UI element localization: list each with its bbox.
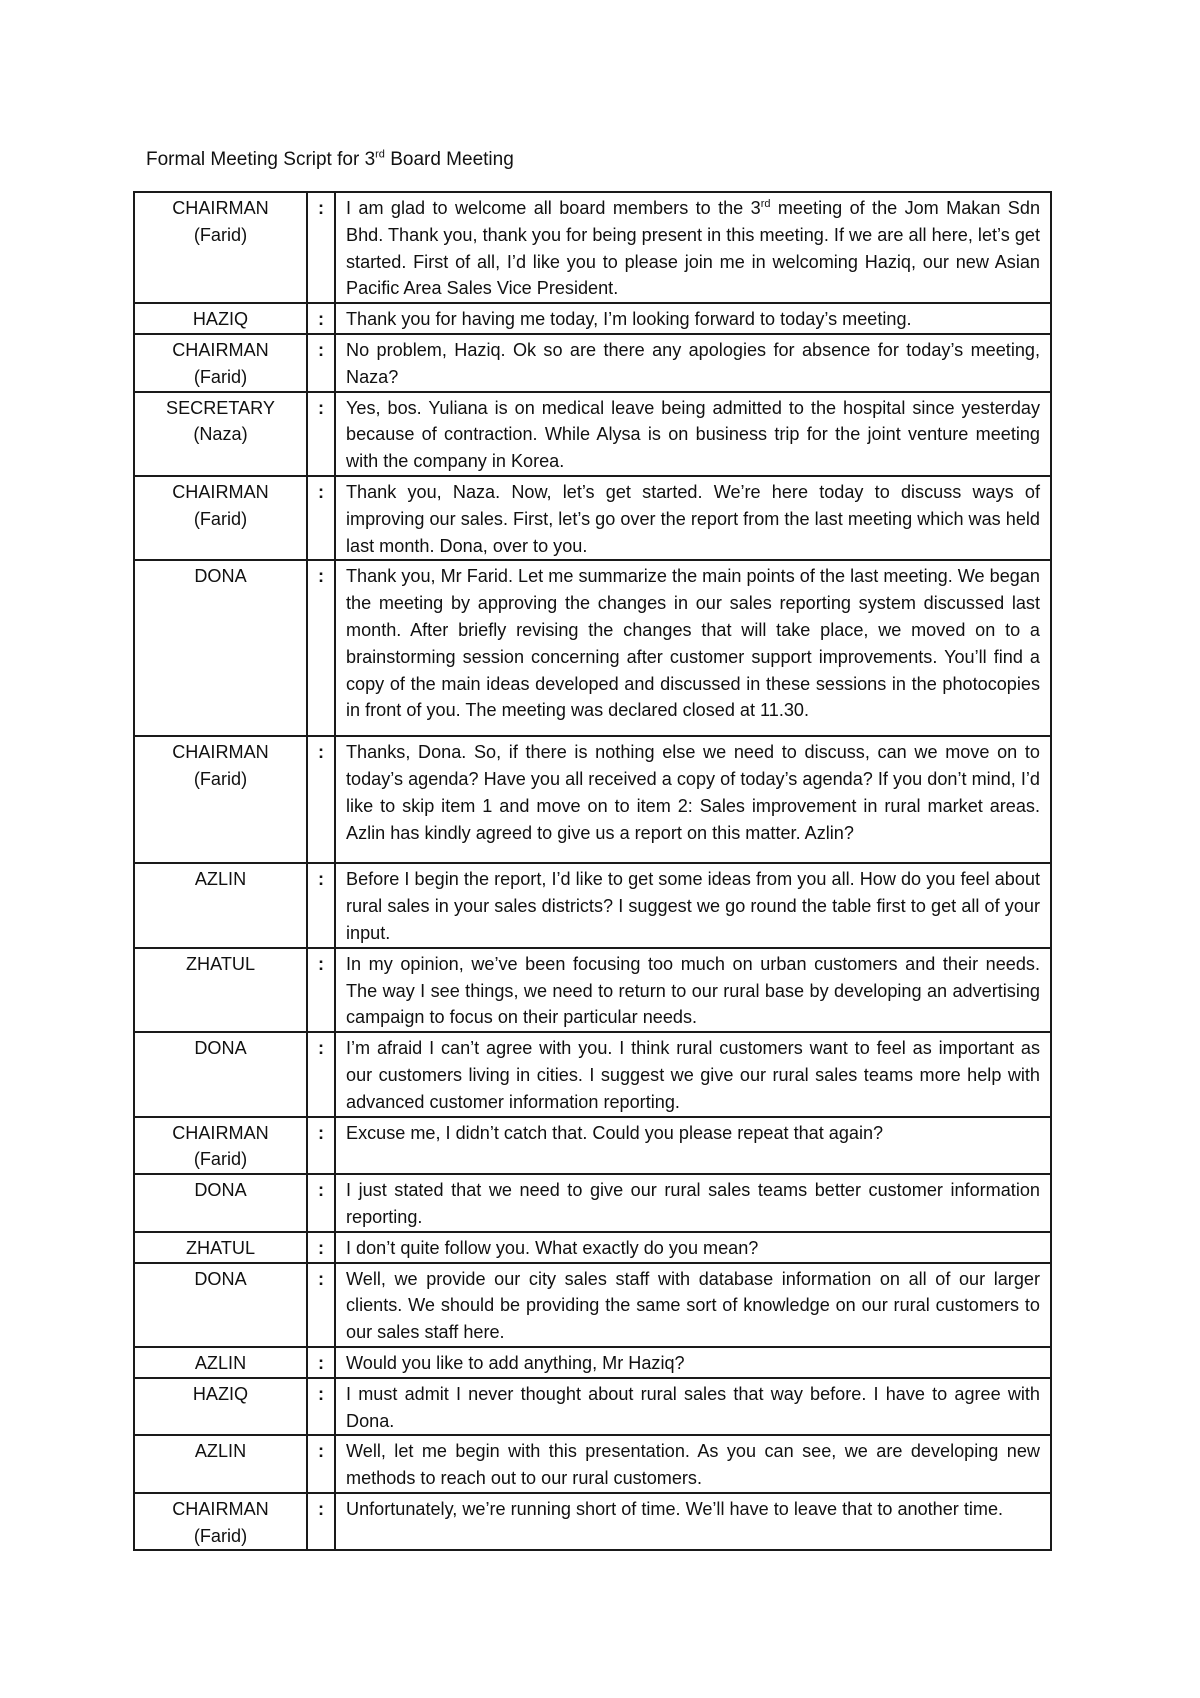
speech-cell: Thank you, Naza. Now, let’s get started. We’re here today to discuss ways of improving our sales. First, let’s go over the report from the last meeting which was held last month. Dona, over to you. xyxy=(335,476,1051,560)
table-row xyxy=(134,1032,1051,1116)
speech-cell xyxy=(335,192,1051,303)
speaker-cell xyxy=(134,948,307,1032)
speaker-cell xyxy=(134,1032,307,1116)
speech-cell: Before I begin the report, I’d like to get some ideas from you all. How do you feel about rural sales in your sales districts? I suggest we go round the table first to get all of your input. xyxy=(335,863,1051,947)
separator-colon: : xyxy=(307,1174,335,1232)
speaker-person: (Farid) xyxy=(193,508,248,529)
speech-cell: Would you like to add anything, Mr Haziq? xyxy=(335,1347,1051,1378)
separator-colon: : xyxy=(307,1117,335,1175)
table-row xyxy=(134,303,1051,334)
speech-cell: Thank you for having me today, I’m looking forward to today’s meeting. xyxy=(335,303,1051,334)
speech-cell: Thank you, Mr Farid. Let me summarize the main points of the last meeting. We began the meeting by approving the changes in our sales reporting system discussed last month. After briefly revising the changes that will take place, we moved on to a brainstorming session concerning after customer support improvements. You’ll find a copy of the main ideas developed and discussed in these sessions in the photocopies in front of you. The meeting was declared closed at 11.30. xyxy=(335,560,1051,736)
speech-cell: Thanks, Dona. So, if there is nothing else we need to discuss, can we move on to today’s agenda? Have you all received a copy of today’s agenda? If you don’t mind, I’d like to skip item 1 and move on to item 2: Sales improvement in rural market areas. Azlin has kindly agreed to give us a report on this matter. Azlin? xyxy=(335,736,1051,863)
table-row xyxy=(134,1232,1051,1263)
speaker-cell xyxy=(134,1174,307,1232)
separator-colon: : xyxy=(307,1263,335,1347)
speaker-name: AZLIN xyxy=(194,1441,247,1462)
separator-colon: : xyxy=(307,736,335,863)
table-row xyxy=(134,1174,1051,1232)
speaker-person: (Farid) xyxy=(193,224,248,245)
document-title xyxy=(146,148,514,172)
speaker-name: DONA xyxy=(194,1268,247,1289)
separator-colon: : xyxy=(307,1435,335,1493)
separator-colon: : xyxy=(307,1232,335,1263)
speaker-name: AZLIN xyxy=(194,1352,247,1373)
separator-colon: : xyxy=(307,192,335,303)
separator-colon: : xyxy=(307,560,335,736)
speaker-cell xyxy=(134,476,307,560)
separator-colon: : xyxy=(307,1347,335,1378)
speaker-cell xyxy=(134,1435,307,1493)
speaker-person: (Farid) xyxy=(193,366,248,387)
speaker-person: (Farid) xyxy=(193,769,248,790)
speaker-name: DONA xyxy=(194,566,247,587)
speaker-cell xyxy=(134,1117,307,1175)
table-row xyxy=(134,1435,1051,1493)
speaker-name: CHAIRMAN xyxy=(172,1498,269,1519)
speaker-person: (Farid) xyxy=(193,1149,248,1170)
speaker-cell xyxy=(134,392,307,476)
meeting-script-table xyxy=(133,191,1052,1551)
speaker-name: CHAIRMAN xyxy=(172,339,269,360)
speaker-cell xyxy=(134,1347,307,1378)
speaker-name: CHAIRMAN xyxy=(172,481,269,502)
speaker-cell xyxy=(134,1493,307,1551)
speaker-cell xyxy=(134,1378,307,1436)
speech-cell: I just stated that we need to give our rural sales teams better customer information reporting. xyxy=(335,1174,1051,1232)
speech-cell: Well, let me begin with this presentation. As you can see, we are developing new methods to reach out to our rural customers. xyxy=(335,1435,1051,1493)
speaker-cell xyxy=(134,736,307,863)
separator-colon: : xyxy=(307,1378,335,1436)
speech-cell: No problem, Haziq. Ok so are there any apologies for absence for today’s meeting, Naza? xyxy=(335,334,1051,392)
speaker-cell xyxy=(134,1232,307,1263)
speaker-name: DONA xyxy=(194,1180,247,1201)
table-row xyxy=(134,863,1051,947)
separator-colon: : xyxy=(307,303,335,334)
speaker-name: ZHATUL xyxy=(185,1237,256,1258)
speech-superscript: rd xyxy=(760,197,771,210)
speech-cell: Yes, bos. Yuliana is on medical leave being admitted to the hospital since yesterday because of contraction. While Alysa is on business trip for the joint venture meeting with the company in Korea. xyxy=(335,392,1051,476)
speech-text: meeting of the Jom Makan Sdn Bhd. Thank you, thank you for being present in this meeting. If we are all here, let’s get started. First of all, I’d like you to please join me in welcoming Haziq, our new Asian Pacific Area Sales Vice President. xyxy=(346,198,1041,299)
speech-cell: I must admit I never thought about rural sales that way before. I have to agree with Dona. xyxy=(335,1378,1051,1436)
speaker-cell xyxy=(134,192,307,303)
speech-cell: Excuse me, I didn’t catch that. Could you please repeat that again? xyxy=(335,1117,1051,1175)
separator-colon: : xyxy=(307,948,335,1032)
speaker-person: (Farid) xyxy=(193,1525,248,1546)
table-row xyxy=(134,334,1051,392)
speaker-name: DONA xyxy=(194,1038,247,1059)
speech-cell: Well, we provide our city sales staff with database information on all of our larger clients. We should be providing the same sort of knowledge on our rural customers to our sales staff here. xyxy=(335,1263,1051,1347)
title-prefix: Formal Meeting Script for 3 xyxy=(146,149,376,170)
table-row xyxy=(134,560,1051,736)
table-row xyxy=(134,948,1051,1032)
separator-colon: : xyxy=(307,863,335,947)
speaker-name: SECRETARY xyxy=(166,397,275,418)
separator-colon: : xyxy=(307,1493,335,1551)
speech-cell: Unfortunately, we’re running short of time. We’ll have to leave that to another time. xyxy=(335,1493,1051,1551)
table-row xyxy=(134,1378,1051,1436)
separator-colon: : xyxy=(307,392,335,476)
speaker-name: ZHATUL xyxy=(185,953,256,974)
speech-cell: I don’t quite follow you. What exactly do you mean? xyxy=(335,1232,1051,1263)
title-superscript: rd xyxy=(375,148,385,161)
meeting-script-body xyxy=(134,192,1051,1550)
speaker-cell xyxy=(134,334,307,392)
table-row xyxy=(134,1493,1051,1551)
table-row xyxy=(134,736,1051,863)
table-row xyxy=(134,1117,1051,1175)
title-suffix: Board Meeting xyxy=(384,149,514,170)
speech-cell: In my opinion, we’ve been focusing too much on urban customers and their needs. The way I see things, we need to return to our rural base by developing an advertising campaign to focus on their particular needs. xyxy=(335,948,1051,1032)
speaker-name: CHAIRMAN xyxy=(172,1122,269,1143)
table-row xyxy=(134,192,1051,303)
speech-text: I am glad to welcome all board members to the 3 xyxy=(346,198,761,218)
table-row xyxy=(134,1263,1051,1347)
separator-colon: : xyxy=(307,476,335,560)
separator-colon: : xyxy=(307,1032,335,1116)
separator-colon: : xyxy=(307,334,335,392)
table-row xyxy=(134,392,1051,476)
speaker-cell xyxy=(134,863,307,947)
table-row xyxy=(134,476,1051,560)
table-row xyxy=(134,1347,1051,1378)
speaker-name: CHAIRMAN xyxy=(172,198,269,218)
speaker-name: HAZIQ xyxy=(192,309,249,330)
speech-cell: I’m afraid I can’t agree with you. I think rural customers want to feel as important as our customers living in cities. I suggest we give our rural sales teams more help with advanced customer information reporting. xyxy=(335,1032,1051,1116)
speaker-cell xyxy=(134,303,307,334)
speaker-name: AZLIN xyxy=(194,869,247,890)
speaker-cell xyxy=(134,1263,307,1347)
speaker-name: HAZIQ xyxy=(192,1383,249,1404)
speaker-person: (Naza) xyxy=(193,424,248,445)
speaker-cell xyxy=(134,560,307,736)
speaker-name: CHAIRMAN xyxy=(172,742,269,763)
